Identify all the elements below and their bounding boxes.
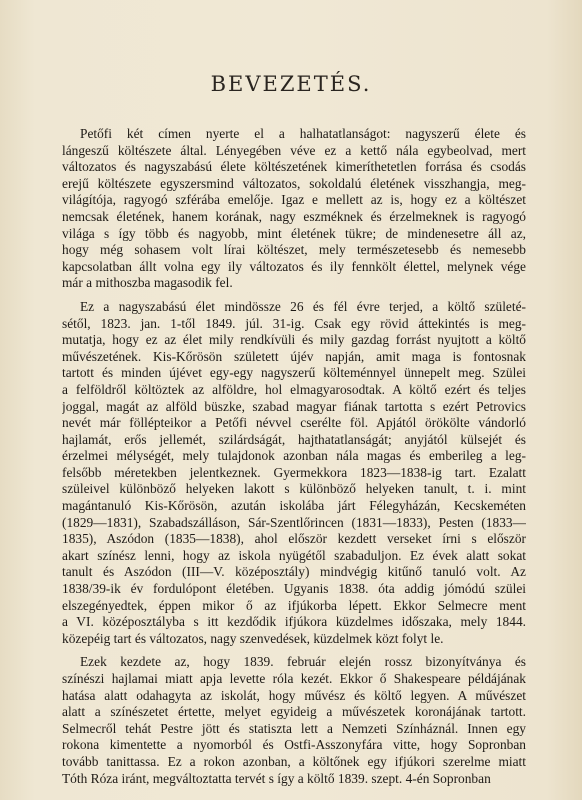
- text-line: a felföldről költöztek az alföldre, hol elmagyarosodtak. A költő ezért és teljes: [62, 381, 526, 397]
- chapter-title: BEVEZETÉS.: [210, 72, 372, 96]
- text-line: kapcsolatban állt volna egy ily változatos és ily fennkölt élettel, melynek vége: [62, 258, 526, 274]
- text-line: Petőfi két címen nyerte el a halhatatlanságot: nagyszerű élete és: [80, 126, 526, 141]
- text-line: már a mithoszba magasodik fel.: [62, 275, 233, 291]
- text-line: lángeszű költészete által. Lényegében véve ez a kettő nála egybeolvad, mert: [62, 142, 526, 158]
- text-line: hatása alatt odahagyta az iskolát, hogy művész és költő legyen. A művészet: [62, 687, 526, 703]
- text-line: változatos és nagyszabású élete költészetének kimeríthetetlen forrása és csodás: [62, 159, 526, 175]
- text-line: nevét már föllépteikor a Petőfi névvel cserélte föl. Apjától örökölte vándorló: [62, 415, 526, 431]
- text-line: tanult és Aszódon (III—V. középosztály) mindvégig kitűnő tanuló volt. Az: [62, 564, 526, 580]
- text-line: rokona kimentette a nyomorból és Ostfi-Asszonyfára vitte, hogy Sopronban: [62, 737, 526, 753]
- text-line: mutatja, hogy ez az élet mily rendkívüli és mily gazdag forrást nyujtott a költő: [62, 332, 526, 348]
- text-line: erejű költészete egyszersmind változatos, sokoldalú életének visszhangja, meg-: [62, 175, 526, 191]
- text-line: joggal, magát az alföld büszke, szabad magyar fiának tartotta s ezért Petrovics: [62, 398, 526, 414]
- text-line: érzelmei mélységét, mely tulajdonok azonban nála magas és emberileg a leg-: [62, 448, 526, 464]
- text-line: akart színész lenni, hogy az iskola nyügétől szabaduljon. Ez évek alatt sokat: [62, 547, 526, 563]
- text-line: 1838/39-ik év fordulópont életében. Ugyanis 1838. óta addig jómódú szülei: [62, 581, 526, 597]
- text-line: Ez a nagyszabású élet mindössze 26 és fél évre terjed, a költő születé-: [80, 298, 526, 314]
- text-line: nemcsak életének, hanem korának, nagy eszméknek és érzelmeknek is ragyogó: [62, 208, 526, 224]
- text-line: (1829—1831), Szabadszálláson, Sár-Szentlőrincen (1831—1833), Pesten (1833—: [62, 514, 526, 530]
- text-line: alatt a színészetet értette, melyet egyideig a művészetek koronájának tartott.: [62, 704, 526, 720]
- text-line: a VI. középosztályba s itt kezdődik ifjúkora küzdelmes időszaka, mely 1844.: [62, 614, 526, 630]
- paragraph: [62, 654, 526, 787]
- body-text: [62, 126, 526, 794]
- text-line: színészi hajlamai miatt apja levette róla kezét. Ekkor ő Shakespeare példájának: [62, 671, 526, 686]
- text-line: magántanuló Kis-Kőrösön, azután iskolába járt Félegyházán, Kecskeméten: [62, 498, 526, 514]
- text-line: világítója, ragyogó szférába emelője. Igaz e mellett az is, hogy ez a költészet: [62, 192, 526, 208]
- text-line: szüleivel különböző helyeken lakott s különböző helyeken tanult, t. i. mint: [62, 481, 526, 497]
- text-line: Selmecről tehát Pestre jött és statiszta lett a Nemzeti Színháznál. Innen egy: [62, 720, 526, 736]
- text-line: hogy még sohasem volt lírai költészet, mely természetesebb és nemesebb: [62, 242, 526, 258]
- text-line: elszegényedtek, éppen mikor ő az ifjúkorba lépett. Ekkor Selmecre ment: [62, 597, 526, 613]
- text-line: Ezek kezdete az, hogy 1839. február elején rossz bizonyítványa és: [80, 654, 526, 670]
- paragraph: [62, 299, 526, 647]
- text-line: tovább tanittassa. Ez a rokon azonban, a költőnek egy ifjúkori szerelme miatt: [62, 753, 526, 769]
- text-line: felsőbb méretekben jelentkeznek. Gyermekkora 1823—1838-ig tart. Ezalatt: [62, 464, 526, 480]
- text-line: tartott és minden újévet egy-egy nagyszerű költeménnyel ünnepelt meg. Szülei: [62, 365, 526, 381]
- text-line: Tóth Róza iránt, megváltoztatta tervét s így a költő 1839. szept. 4-én Sopronban: [62, 770, 491, 786]
- paragraph: [62, 126, 526, 292]
- text-line: 1835), Aszódon (1835—1838), ahol először kezdett verseket írni s először: [62, 531, 526, 547]
- text-line: hajlamát, erős jellemét, szilárdságát, hajthatatlanságát; anyjától külsejét és: [62, 431, 526, 447]
- text-line: sétől, 1823. jan. 1-től 1849. júl. 31-ig. Csak egy rövid áttekintés is meg-: [62, 315, 526, 331]
- text-line: művészetének. Kis-Kőrösön született újév napján, amit maga is fontosnak: [62, 348, 526, 364]
- text-line: világa s így több és nagyobb, mint életének tükre; de mindenesetre áll az,: [62, 225, 526, 241]
- text-line: közepéig tart és változatos, nagy szenvedések, küzdelmek közt folyt le.: [62, 630, 444, 646]
